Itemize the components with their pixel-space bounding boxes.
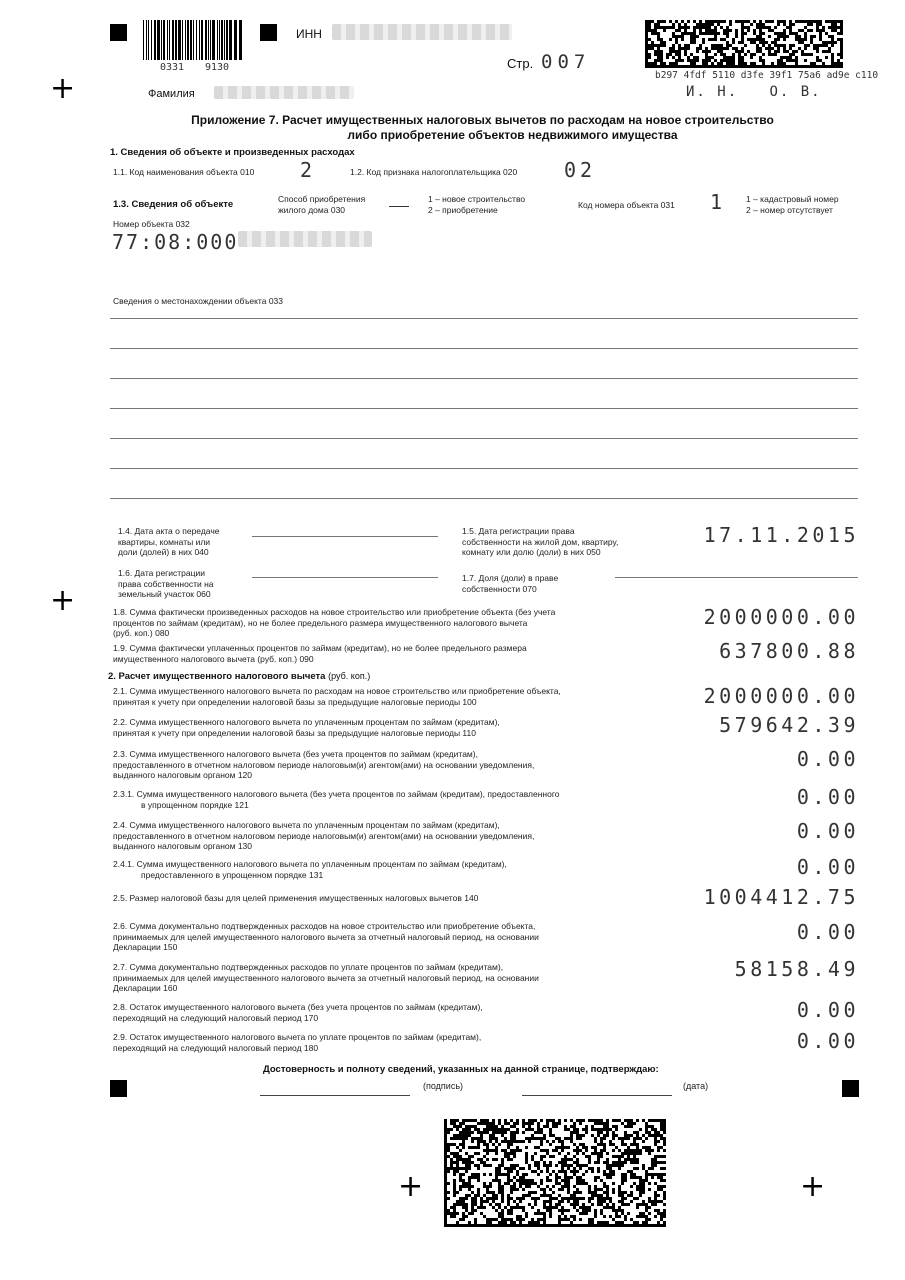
section2-row-value[interactable]: 1004412.75 (703, 885, 859, 909)
initial-4: В. (800, 84, 822, 100)
section2-row-label: 2.9. Остаток имущественного налогового вычета по уплате процентов по займам (кредитам), переходящий на следующий налоговый период 180 (113, 1032, 482, 1053)
document-hash: b297 4fdf 5110 d3fe 39f1 75a6 ad9e c110 (655, 70, 879, 81)
section2-row-label: 2.7. Сумма документально подтвержденных расходов по уплате процентов по займам (кредитам), принимаемых для целей имущественного налогового вычета за отчетный налоговый период, на основании Декларации 160 (113, 962, 539, 993)
page-label: Стр. (507, 56, 534, 71)
section2-row-value[interactable]: 0.00 (796, 855, 859, 879)
section2-heading-unit: (руб. коп.) (328, 671, 371, 681)
section2-row-label: 2.8. Остаток имущественного налогового вычета (без учета процентов по займам (кредитам), переходящий на следующий налоговый период 170 (113, 1002, 483, 1023)
registration-cross-icon: + (50, 71, 76, 106)
corner-mark-bottom-right (842, 1080, 859, 1097)
registration-cross-icon: + (800, 1169, 826, 1204)
section2-row-value[interactable]: 0.00 (796, 747, 859, 771)
field-032-value[interactable] (112, 230, 372, 254)
field-031-option-1: 1 – кадастровый номер (746, 194, 839, 204)
corner-mark-top-mid (260, 24, 277, 41)
corner-mark-bottom-left (110, 1080, 127, 1097)
field-080-value[interactable]: 2000000.00 (703, 605, 859, 629)
section2-row-label: 2.4.1. Сумма имущественного налогового вычета по уплаченным процентам по займам (кредитам), предоставленного в упрощенном порядке 131 (113, 859, 507, 880)
field-032-visible-part: 77:08:000 (112, 230, 239, 254)
field-030-label-1: Способ приобретения (278, 194, 366, 204)
section2-row-value[interactable]: 0.00 (796, 1029, 859, 1053)
field-032-label: Номер объекта 032 (113, 219, 190, 229)
datamatrix-code-icon (645, 20, 845, 68)
date-input[interactable] (522, 1095, 672, 1096)
field-033-line-6[interactable] (110, 468, 858, 469)
section2-row-value[interactable]: 0.00 (796, 819, 859, 843)
field-010-value[interactable]: 2 (300, 158, 313, 182)
field-033-line-2[interactable] (110, 348, 858, 349)
section2-row-label: 2.3.1. Сумма имущественного налогового вычета (без учета процентов по займам (кредитам), предоставленного в упрощенном порядке 121 (113, 789, 560, 810)
section2-row-label: 2.3. Сумма имущественного налогового вычета (без учета процентов по займам (кредитам), предоставленного в отчетном налоговом периоде налоговым(и) агентом(ами) на основании уведомления, выданного налоговым органом 120 (113, 749, 535, 780)
initial-3: О. (769, 84, 791, 100)
section2-heading (108, 671, 370, 682)
registration-cross-icon: + (50, 583, 76, 618)
inn-label: ИНН (296, 27, 322, 41)
page-title-line-1: Приложение 7. Расчет имущественных налоговых вычетов по расходам на новое строительство (191, 113, 774, 127)
initial-2: Н. (717, 84, 739, 100)
field-050-value[interactable]: 17.11.2015 (703, 523, 859, 547)
field-033-line-1[interactable] (110, 318, 858, 319)
signature-input[interactable] (260, 1095, 410, 1096)
section2-row-value[interactable]: 2000000.00 (703, 684, 859, 708)
field-090-value[interactable]: 637800.88 (719, 639, 859, 663)
field-090-label: 1.9. Сумма фактически уплаченных процентов по займам (кредитам), но не более предельного размера имущественного налогового вычета (руб. коп.) 090 (113, 643, 527, 664)
field-033-line-5[interactable] (110, 438, 858, 439)
barcode-number-2: 9130 (205, 62, 230, 73)
field-070-label: 1.7. Доля (доли) в праве собственности 070 (462, 573, 559, 594)
section13-heading: 1.3. Сведения об объекте (113, 199, 234, 210)
field-060-input[interactable] (252, 577, 438, 578)
field-031-option-2: 2 – номер отсутствует (746, 205, 833, 215)
field-030-option-1: 1 – новое строительство (428, 194, 526, 204)
section2-row-label: 2.2. Сумма имущественного налогового вычета по уплаченным процентам по займам (кредитам), принятая к учету при определении налоговой базы за предыдущие налоговые периоды 110 (113, 717, 500, 738)
section2-row-label: 2.5. Размер налоговой базы для целей применения имущественных налоговых вычетов 140 (113, 893, 479, 903)
field-040-label: 1.4. Дата акта о передаче квартиры, комнаты или доли (долей) в них 040 (118, 526, 220, 557)
surname-value-redacted (214, 86, 354, 104)
field-010-label: 1.1. Код наименования объекта 010 (113, 167, 255, 177)
section2-row-value[interactable]: 58158.49 (734, 957, 859, 981)
field-030-input[interactable] (389, 206, 409, 207)
field-033-line-7[interactable] (110, 498, 858, 499)
page-number: 007 (541, 51, 591, 73)
bottom-datamatrix-code-icon (444, 1119, 668, 1227)
signature-label: (подпись) (423, 1081, 464, 1091)
confirmation-text: Достоверность и полноту сведений, указанных на данной странице, подтверждаю: (263, 1064, 659, 1075)
registration-cross-icon: + (398, 1169, 424, 1204)
field-032-redacted (238, 231, 372, 247)
section2-row-label: 2.1. Сумма имущественного налогового вычета по расходам на новое строительство или приобретение объекта, принятая к учету при определении налоговой базы за предыдущие налоговые периоды 100 (113, 686, 561, 707)
section2-row-value[interactable]: 0.00 (796, 785, 859, 809)
field-033-line-3[interactable] (110, 378, 858, 379)
date-label: (дата) (683, 1081, 709, 1091)
inn-value-redacted (332, 24, 512, 45)
field-050-label: 1.5. Дата регистрации права собственности на жилой дом, квартиру, комнату или долю (доли) в них 050 (462, 526, 619, 557)
initials (686, 84, 822, 100)
barcode-icon (143, 20, 243, 60)
section2-row-value[interactable]: 0.00 (796, 920, 859, 944)
field-020-label: 1.2. Код признака налогоплательщика 020 (350, 167, 518, 177)
section2-row-value[interactable]: 0.00 (796, 998, 859, 1022)
section2-row-label: 2.6. Сумма документально подтвержденных расходов на новое строительство или приобретение объекта, принимаемых для целей имущественного налогового вычета за отчетный налоговый период, на основании Декларации 150 (113, 921, 539, 952)
section2-heading-text: 2. Расчет имущественного налогового вычета (108, 671, 326, 682)
field-040-input[interactable] (252, 536, 438, 537)
corner-mark-top-left (110, 24, 127, 41)
field-020-value[interactable]: 02 (564, 158, 597, 182)
field-033-line-4[interactable] (110, 408, 858, 409)
field-060-label: 1.6. Дата регистрации права собственности на земельный участок 060 (118, 568, 214, 599)
field-031-value[interactable]: 1 (710, 190, 723, 214)
barcode-number-1: 0331 (160, 62, 185, 73)
surname-label: Фамилия (148, 88, 195, 100)
field-070-input[interactable] (615, 577, 858, 578)
section2-row-label: 2.4. Сумма имущественного налогового вычета по уплаченным процентам по займам (кредитам), предоставленного в отчетном налоговом периоде налоговым(и) агентом(ами) на основании уведомления, выданного налоговым органом 130 (113, 820, 535, 851)
section2-row-value[interactable]: 579642.39 (719, 713, 859, 737)
field-080-label: 1.8. Сумма фактически произведенных расходов на новое строительство или приобретение объекта (без учета процентов по займам (кредитам), но не более предельного размера имущественного налогового вычета (руб. коп.) 080 (113, 607, 556, 638)
field-031-label: Код номера объекта 031 (578, 200, 675, 210)
section1-heading: 1. Сведения об объекте и произведенных расходах (110, 147, 355, 158)
field-033-label: Сведения о местонахождении объекта 033 (113, 296, 283, 306)
initial-1: И. (686, 84, 707, 100)
field-030-option-2: 2 – приобретение (428, 205, 498, 215)
field-030-label-2: жилого дома 030 (278, 205, 346, 215)
page-title-line-2: либо приобретение объектов недвижимого имущества (347, 128, 678, 142)
